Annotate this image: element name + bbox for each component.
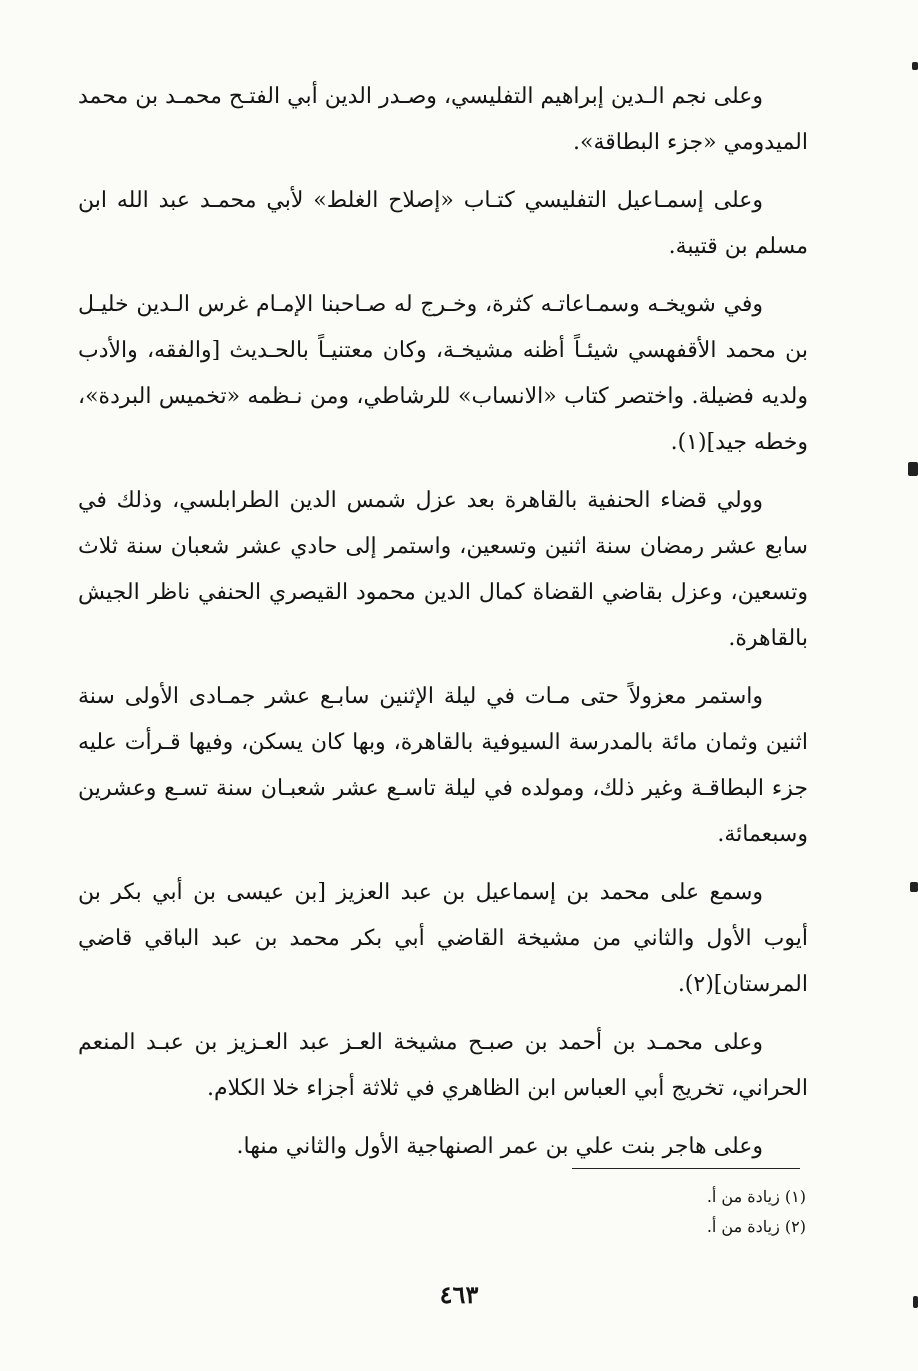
footnote-1: (١) زيادة من أ.	[706, 1187, 806, 1206]
main-text	[78, 74, 808, 1182]
paragraph-4: وولي قضاء الحنفية بالقاهرة بعد عزل شمس الدين الطرابلسي، وذلك في سابع عشر رمضان سنة اثنين وتسعين، واستمر إلى حادي عشر شعبان سنة ثلاث وتسعين، وعزل بقاضي القضاة كمال الدين محمود القيصري الحنفي ناظر الجيش بالقاهرة.	[78, 488, 808, 651]
page-number: ٤٦٣	[439, 1280, 479, 1309]
scan-edge-mark	[912, 62, 918, 70]
paragraph-1: وعلى نجم الـدين إبراهيم التفليسي، وصـدر الدين أبي الفتـح محمـد بن محمد الميدومي «جزء البطاقة».	[78, 84, 808, 155]
footnote-2: (٢) زيادة من أ.	[706, 1217, 806, 1236]
paragraph-6: وسمع على محمد بن إسماعيل بن عبد العزيز [بن عيسى بن أبي بكر بن أيوب الأول والثاني من مشيخة القاضي أبي بكر محمد بن عبد الباقي قاضي المرستان](٢).	[78, 880, 808, 997]
paragraph-8: وعلى هاجر بنت علي بن عمر الصنهاجية الأول والثاني منها.	[236, 1134, 763, 1159]
paragraph-7: وعلى محمـد بن أحمد بن صبـح مشيخة العـز عبد العـزيز بن عبـد المنعم الحراني، تخريج أبي العباس ابن الظاهري في ثلاثة أجزاء خلا الكلام.	[78, 1030, 808, 1101]
paragraph-5: واستمر معزولاً حتى مـات في ليلة الإثنين سابـع عشر جمـادى الأولى سنة اثنين وثمان مائة بالمدرسة السيوفية بالقاهرة، وبها كان يسكن، وفيها قـرأت عليه جزء البطاقـة وغير ذلك، ومولده في ليلة تاسـع عشر شعبـان سنة تسـع وعشرين وسبعمائة.	[78, 684, 808, 847]
scan-edge-mark	[910, 882, 918, 892]
paragraph-3: وفي شويخـه وسمـاعاتـه كثرة، وخـرج له صـاحبنا الإمـام غرس الـدين خليـل بن محمد الأقفهسي شيئـاً أظنه مشيخـة، وكان معتنيـاً بالحـديث [والفقه، والأدب ولديه فضيلة. واختصر كتاب «الانساب» للرشاطي، ومن نـظمه «تخميس البردة»، وخطه جيد](١).	[78, 292, 808, 455]
scan-edge-mark	[908, 462, 918, 476]
scan-edge-mark	[913, 1296, 918, 1308]
paragraph-2: وعلى إسمـاعيل التفليسي كتـاب «إصلاح الغلط» لأبي محمـد عبد الله ابن مسلم بن قتيبة.	[78, 188, 808, 259]
footnote-divider	[572, 1168, 800, 1169]
footnotes	[306, 1182, 806, 1242]
